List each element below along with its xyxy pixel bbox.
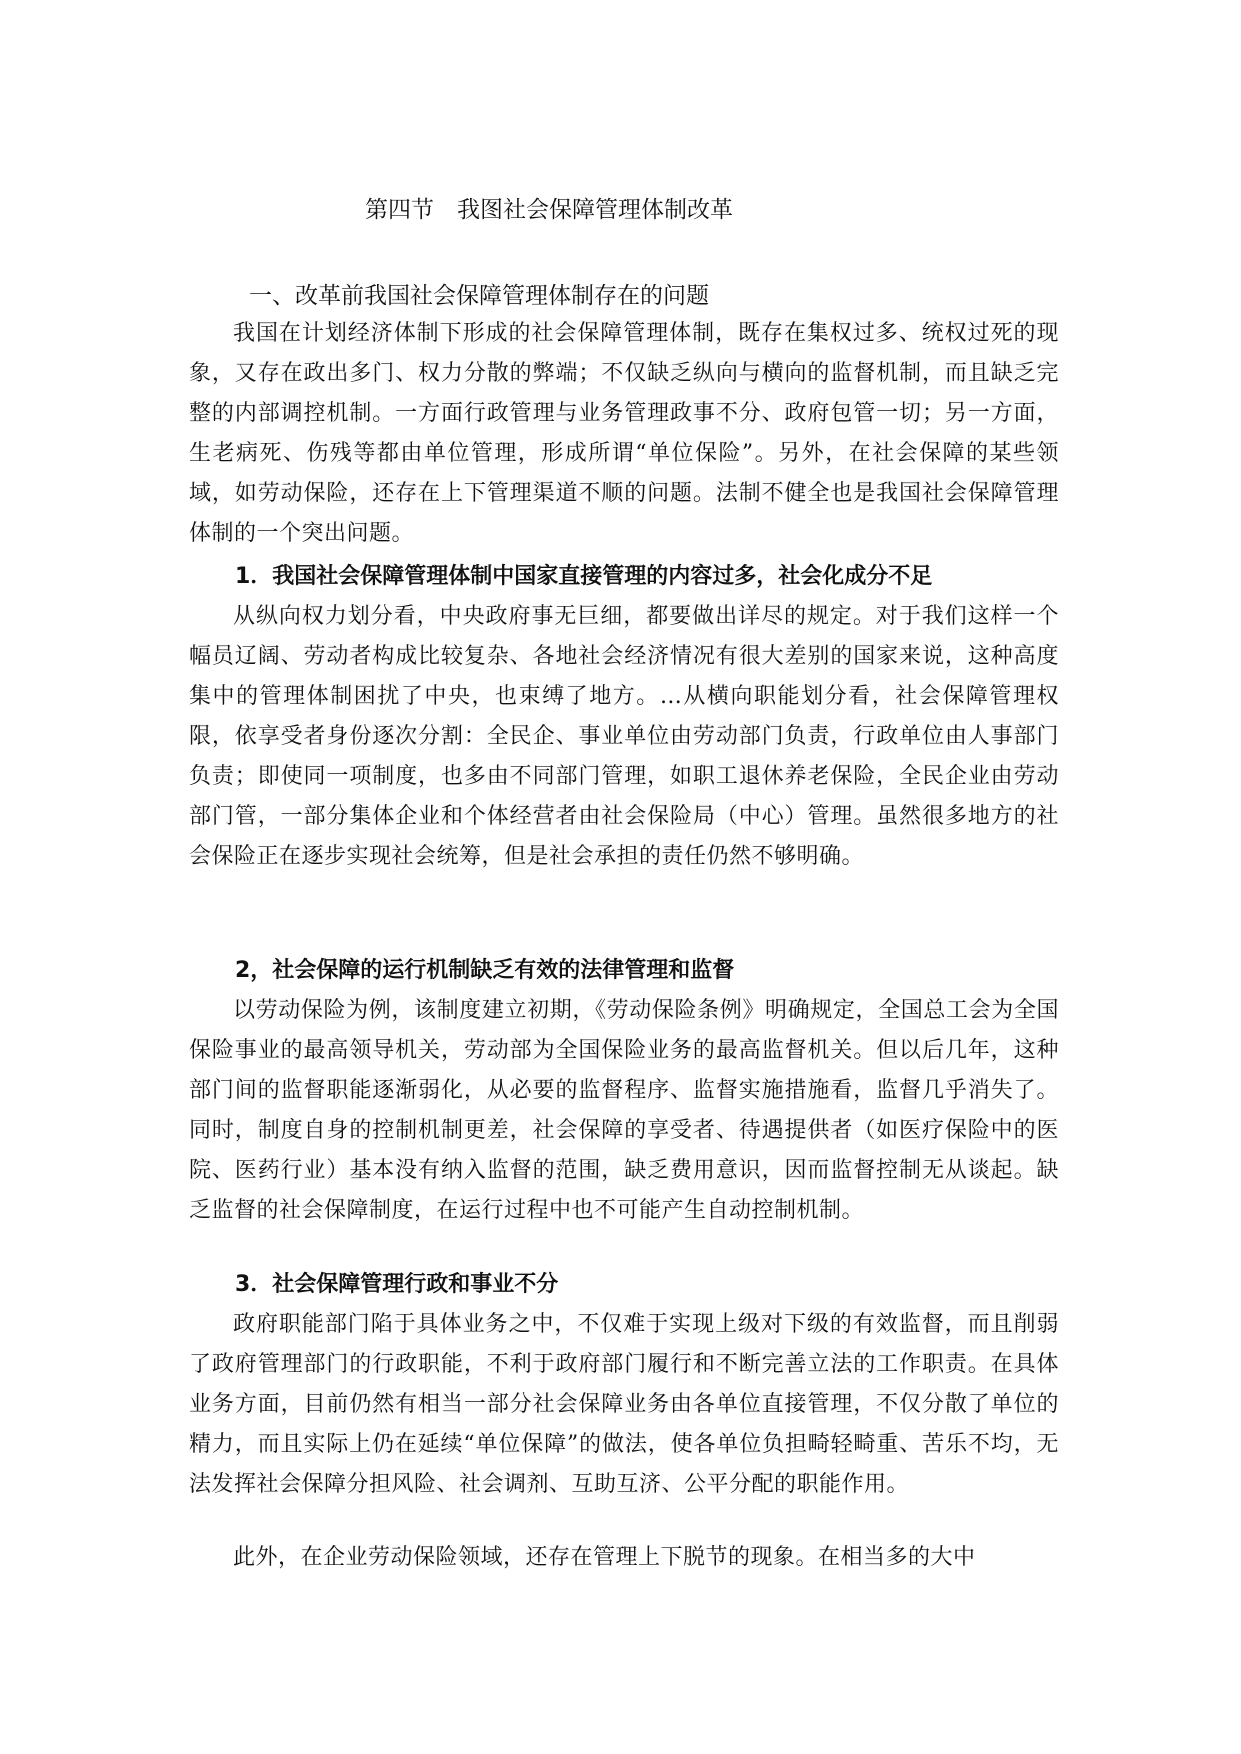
section-intro-paragraph: 我国在计划经济体制下形成的社会保障管理体制，既存在集权过多、统权过死的现象，又存在政出多门、权力分散的弊端；不仅缺乏纵向与横向的监督机制，而且缺乏完整的内部调控机制。一方面行政管理与业务管理政事不分、政府包管一切；另一方面，生老病死、伤残等都由单位管理，形成所谓“单位保险”。另外，在社会保障的某些领域，如劳动保险，还存在上下管理渠道不顺的问题。法制不健全也是我国社会保障管理体制的一个突出问题。 [189, 321, 1059, 546]
point-3-block [189, 1265, 1059, 1505]
section-heading: 一、改革前我国社会保障管理体制存在的问题 [249, 283, 709, 309]
closing-block [189, 1538, 1059, 1578]
point-1-paragraph: 从纵向权力划分看，中央政府事无巨细，都要做出详尽的规定。对于我们这样一个幅员辽阔、劳动者构成比较复杂、各地社会经济情况有很大差别的国家来说，这种高度集中的管理体制困扰了中央，也束缚了地方。…从横向职能划分看，社会保障管理权限，依享受者身份逐次分割：全民企、事业单位由劳动部门负责，行政单位由人事部门负责；即使同一项制度，也多由不同部门管理，如职工退休养老保险，全民企业由劳动部门管，一部分集体企业和个体经营者由社会保险局（中心）管理。虽然很多地方的社会保险正在逐步实现社会统筹，但是社会承担的责任仍然不够明确。 [189, 604, 1059, 869]
section-intro-block [189, 314, 1059, 554]
point-3-heading: 3．社会保障管理行政和事业不分 [235, 1272, 559, 1297]
closing-paragraph: 此外，在企业劳动保险领域，还存在管理上下脱节的现象。在相当多的大中 [233, 1545, 976, 1570]
point-2-heading: 2，社会保障的运行机制缺乏有效的法律管理和监督 [235, 958, 735, 983]
point-3-paragraph: 政府职能部门陷于具体业务之中，不仅难于实现上级对下级的有效监督，而且削弱了政府管理部门的行政职能，不利于政府部门履行和不断完善立法的工作职责。在具体业务方面，目前仍然有相当一部分社会保障业务由各单位直接管理，不仅分散了单位的精力，而且实际上仍在延续“单位保障”的做法，使各单位负担畸轻畸重、苦乐不均，无法发挥社会保障分担风险、社会调剂、互助互济、公平分配的职能作用。 [189, 1312, 1059, 1497]
point-1-block [189, 557, 1059, 877]
point-2-paragraph: 以劳动保险为例，该制度建立初期，《劳动保险条例》明确规定，全国总工会为全国保险事业的最高领导机关，劳动部为全国保险业务的最高监督机关。但以后几年，这种部门间的监督职能逐渐弱化，从必要的监督程序、监督实施措施看，监督几乎消失了。同时，制度自身的控制机制更差，社会保障的享受者、待遇提供者（如医疗保险中的医院、医药行业）基本没有纳入监督的范围，缺乏费用意识，因而监督控制无从谈起。缺乏监督的社会保障制度，在运行过程中也不可能产生自动控制机制。 [189, 998, 1059, 1223]
point-1-heading: 1．我国社会保障管理体制中国家直接管理的内容过多，社会化成分不足 [235, 564, 933, 589]
point-2-block [189, 951, 1059, 1231]
page-title: 第四节 我图社会保障管理体制改革 [365, 197, 733, 223]
